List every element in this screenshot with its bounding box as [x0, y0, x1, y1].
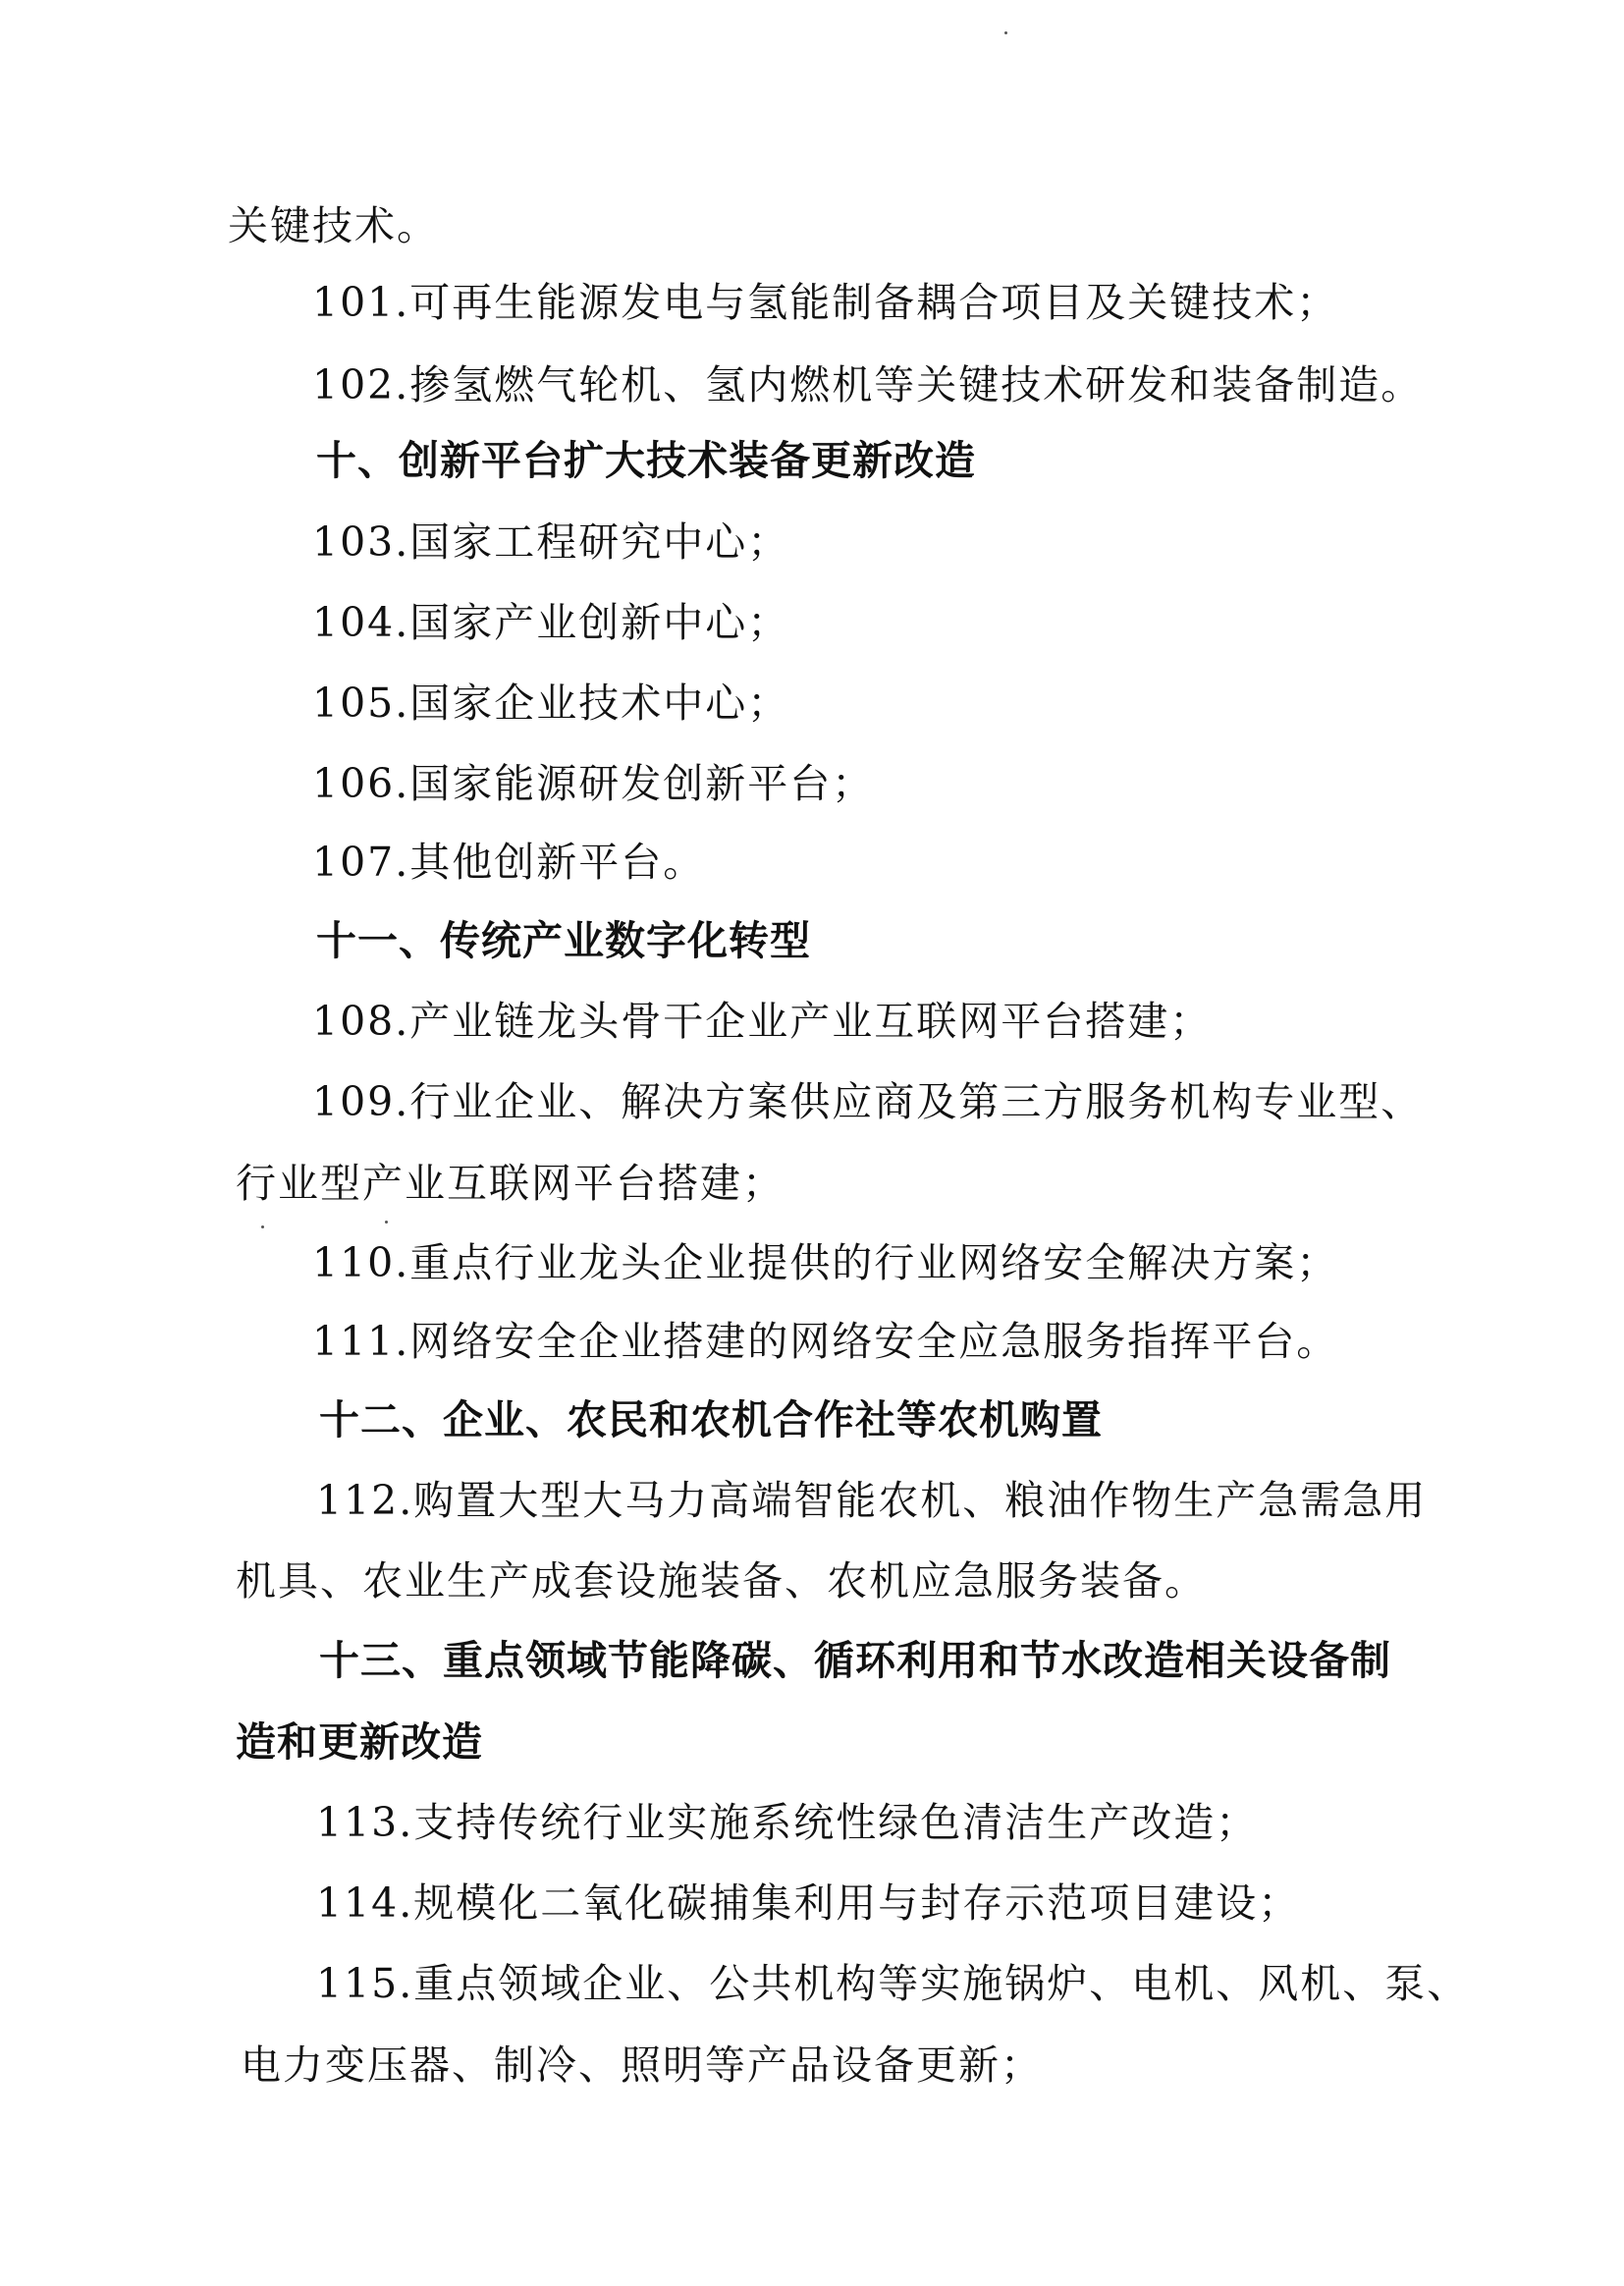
- list-item-101: 101.可再生能源发电与氢能制备耦合项目及关键技术；: [312, 279, 1339, 326]
- list-item-113: 113.支持传统行业实施系统性绿色清洁生产改造；: [316, 1799, 1259, 1846]
- list-item-115: 115.重点领域企业、公共机构等实施锅炉、电机、风机、泵、: [316, 1960, 1470, 2007]
- section-heading-13: 十三、重点领域节能降碳、循环利用和节水改造相关设备制: [319, 1637, 1391, 1684]
- scan-speck: [261, 1225, 264, 1228]
- section-heading-11: 十一、传统产业数字化转型: [316, 917, 811, 964]
- list-item-109-continuation: 行业型产业互联网平台搭建；: [236, 1160, 785, 1207]
- list-item-111: 111.网络安全企业搭建的网络安全应急服务指挥平台。: [312, 1318, 1339, 1365]
- section-heading-13-continuation: 造和更新改造: [236, 1718, 483, 1766]
- list-item-112-continuation: 机具、农业生产成套设施装备、农机应急服务装备。: [236, 1557, 1207, 1605]
- section-heading-10: 十、创新平台扩大技术装备更新改造: [316, 437, 976, 484]
- scan-speck: [385, 1221, 388, 1224]
- list-item-104: 104.国家产业创新中心；: [312, 599, 790, 646]
- list-item-106: 106.国家能源研发创新平台；: [312, 760, 875, 807]
- list-item-102: 102.掺氢燃气轮机、氢内燃机等关键技术研发和装备制造。: [312, 361, 1424, 408]
- list-item-112: 112.购置大型大马力高端智能农机、粮油作物生产急需急用: [316, 1477, 1428, 1524]
- list-item-110: 110.重点行业龙头企业提供的行业网络安全解决方案；: [312, 1239, 1339, 1286]
- scan-speck: [1004, 31, 1007, 34]
- list-item-107: 107.其他创新平台。: [312, 839, 706, 886]
- list-item-109: 109.行业企业、解决方案供应商及第三方服务机构专业型、: [312, 1078, 1424, 1125]
- list-item-115-continuation: 电力变压器、制冷、照明等产品设备更新；: [241, 2041, 1043, 2089]
- list-item-114: 114.规模化二氧化碳捕集利用与封存示范项目建设；: [316, 1879, 1301, 1927]
- section-heading-12: 十二、企业、农民和农机合作社等农机购置: [319, 1396, 1103, 1443]
- paragraph-continuation: 关键技术。: [228, 202, 439, 249]
- list-item-105: 105.国家企业技术中心；: [312, 680, 790, 727]
- list-item-108: 108.产业链龙头骨干企业产业互联网平台搭建；: [312, 998, 1213, 1045]
- list-item-103: 103.国家工程研究中心；: [312, 518, 790, 566]
